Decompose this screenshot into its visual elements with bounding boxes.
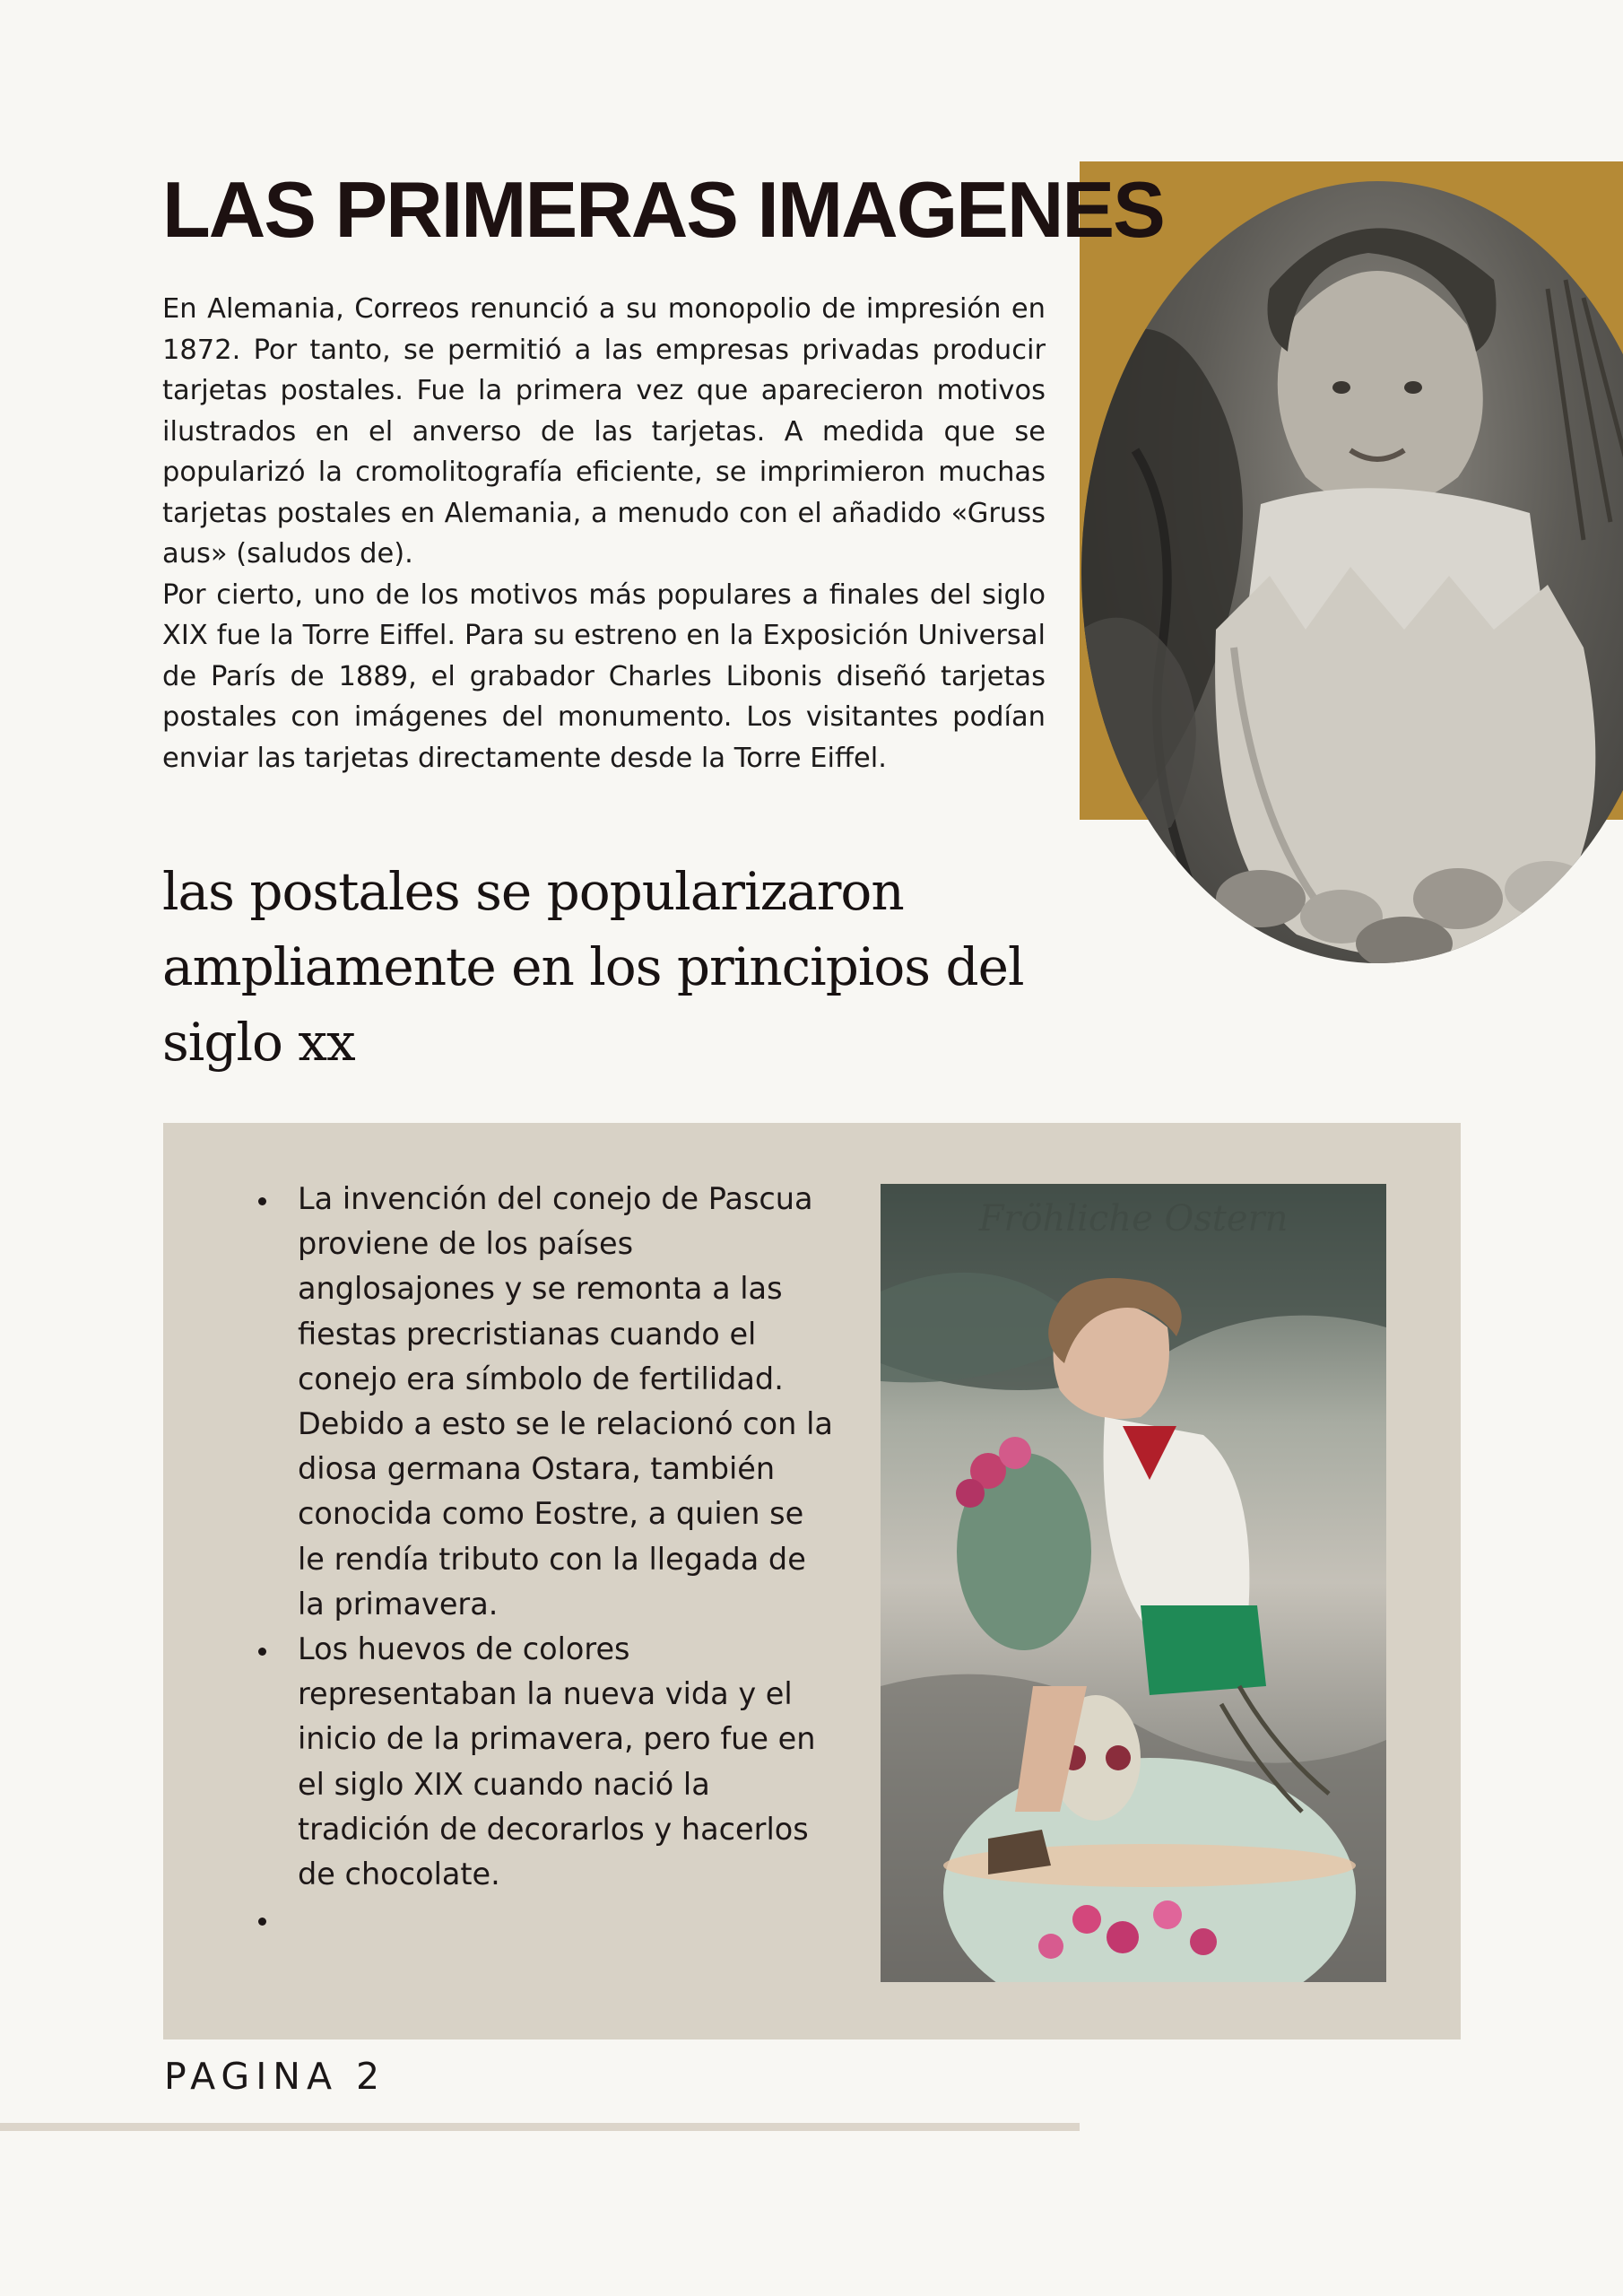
info-panel [163, 1123, 1461, 2039]
vintage-easter-postcard [881, 1184, 1386, 1982]
list-item: • La invención del conejo de Pascua proviene de los países anglosajones y se remonta a las fiestas precristianas cuando el conejo era símbolo de fertilidad. Debido a esto se le relacionó con la diosa germana Ostara, también conocida como Eostre, a quien se le rendía tributo con la llegada de la primavera. [280, 1177, 836, 1627]
intro-paragraph-1: En Alemania, Correos renunció a su monopolio de impresión en 1872. Por tanto, se permitió a las empresas privadas producir tarjetas postales. Fue la primera vez que aparecieron motivos ilustrados en el anverso de las tarjetas. A medida que se popularizó la cromolitografía eficiente, se imprimieron muchas tarjetas postales en Alemania, a menudo con el añadido «Gruss aus» (saludos de). [162, 293, 1046, 570]
section-subtitle: las postales se popularizaron ampliamente en los principios del siglo xx [162, 861, 1024, 1073]
list-item: • Los huevos de colores representaban la nueva vida y el inicio de la primavera, pero fue en el siglo XIX cuando nació la tradición de decorarlos y hacerlos de chocolate. [280, 1627, 836, 1897]
footer-divider [0, 2123, 1080, 2131]
bullet-list [262, 1177, 836, 1942]
page-title: LAS PRIMERAS IMAGENES [162, 165, 1164, 254]
list-item [280, 1897, 836, 1942]
intro-paragraph-2: Por cierto, uno de los motivos más populares a finales del siglo XIX fue la Torre Eiffel. Para su estreno en la Exposición Universal de París de 1889, el grabador Charles Libonis diseñó tarjetas postales con imágenes del monumento. Los visitantes podían enviar las tarjetas directamente desde la Torre Eiffel. [162, 578, 1046, 774]
intro-text [162, 289, 1046, 778]
page-number-label: PAGINA 2 [164, 2055, 386, 2098]
